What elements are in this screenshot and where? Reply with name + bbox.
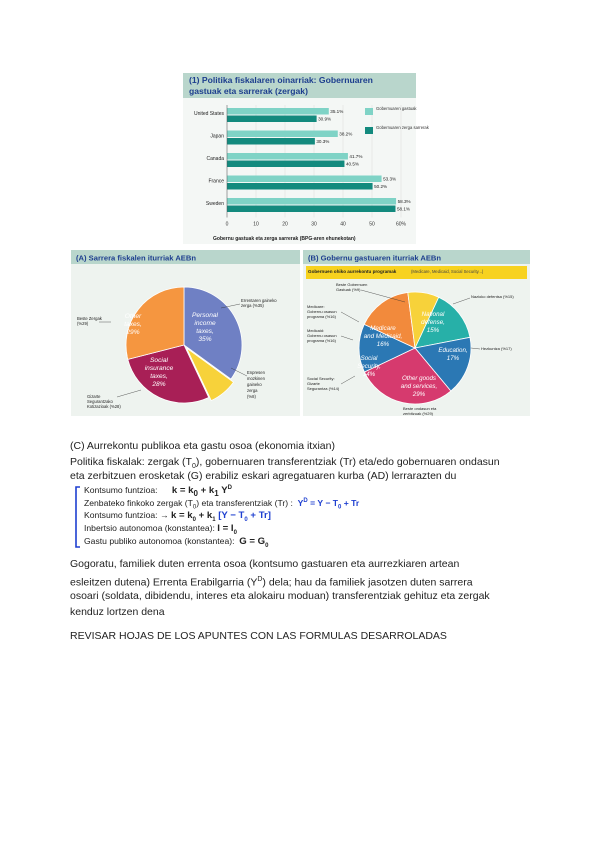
intro-sub: 0 <box>191 463 196 471</box>
bar-value-label: 41.7% <box>349 154 363 159</box>
callout-a-bottom-2: Segurantzako <box>87 399 113 404</box>
slice-label-medicare-3: 16% <box>376 341 390 348</box>
formula-l3-text: Kontsumo funtzioa: <box>84 510 158 520</box>
callout-a-left-2: (%29) <box>77 321 89 326</box>
bar-revenue <box>227 206 395 213</box>
slice-label-defense-2: defense, <box>421 319 445 326</box>
slice-label-defense-3: 15% <box>426 327 440 334</box>
legend-swatch-revenue <box>365 127 373 134</box>
category-label: Japan <box>210 133 224 140</box>
callout-b-left-top-3: programa (%16) <box>307 314 336 319</box>
legend-label-spending: Gobernuaren gastuak <box>376 106 417 111</box>
callout-b-top-1: Beste Gobernuen <box>336 282 368 287</box>
callout-a-right-bottom-3: gaineko <box>247 382 262 387</box>
callout-b-left-mid-1: Medicaid: <box>307 328 325 333</box>
bar-value-label: 58.3% <box>397 199 411 204</box>
bar-chart-title-line1: (1) Politika fiskalaren oinarriak: Gobernuaren <box>189 75 373 85</box>
slice-label-other-1: Other <box>124 313 142 320</box>
figure-spending-pie <box>303 250 530 416</box>
legend-label-revenue: Gobernuaren zerga sarrerak <box>376 125 429 130</box>
x-tick-label: 10 <box>253 221 259 228</box>
formula-l2-expr: $Y^D = Y - T_0 + Tr$ <box>297 498 360 511</box>
callout-a-right-bottom-4: zerga <box>247 388 258 393</box>
spending-pie-svg <box>303 250 530 416</box>
slice-label-medicare-1: Medicare <box>370 325 396 332</box>
callout-a-bottom-1: Gizarte <box>87 394 101 399</box>
formula-line-investment <box>84 523 237 536</box>
formula-l4-text: Inbertsio autonomoa (konstantea): <box>84 523 215 533</box>
bar-chart-title-line2: gastuak eta sarrerak (zergak) <box>189 86 308 96</box>
bar-revenue <box>227 138 315 145</box>
closing-line3: osoari (soldata, dibidendu, interes eta alokairu moduan) transferentziak gehituz eta zergak <box>70 590 490 602</box>
formula-line-consumption <box>84 485 232 498</box>
x-tick-label: 40 <box>340 221 346 228</box>
formula-box <box>72 484 392 550</box>
callout-a-right-top-1: Errentaren gaineko <box>241 298 277 303</box>
callout-b-left-bottom-3: Segurantza (%14) <box>307 386 340 391</box>
revenue-pie-svg <box>71 250 300 416</box>
slice-label-personal-2: income <box>194 320 216 327</box>
bar-value-label: 40.5% <box>345 161 359 167</box>
category-label: France <box>208 178 224 185</box>
bar-value-label: 58.1% <box>396 206 411 212</box>
closing-line1: Gogoratu, familiek duten errenta osoa (kontsumo gastuaren eta aurrezkiaren artean <box>70 558 460 570</box>
slice-label-personal-3: taxes, <box>196 328 214 335</box>
bar-value-label: 53.3% <box>383 176 397 182</box>
callout-a-right-bottom-2: mozkinen <box>247 376 265 381</box>
x-tick-label: 50 <box>369 221 375 228</box>
revenue-pie-title: (A) Sarrera fiskalen iturriak AEBn <box>76 253 196 263</box>
closing-sup: D <box>257 576 263 583</box>
callout-a-right-bottom-1: Enpresen <box>247 370 265 375</box>
x-tick-label: 0 <box>225 221 229 228</box>
spending-pie-banner-bold: Gobernuen ohiko aurrekontu programak <box>308 269 397 274</box>
revenue-pie-slices <box>126 287 242 403</box>
callout-a-left-1: Beste Zergak <box>77 316 102 321</box>
slice-label-socsec-1: Social <box>360 355 378 362</box>
closing-line4: kenduz lortzen dena <box>70 606 165 618</box>
slice-label-othergoods-3: 29% <box>412 391 426 398</box>
bar-spending <box>227 131 338 138</box>
slice-label-socsec-2: Security, <box>357 363 381 370</box>
callout-b-right-top: Nazioko defentsa (%15) <box>471 294 514 299</box>
slice-label-medicare-2: and Medicaid, <box>363 333 403 340</box>
formula-l5-expr: $G = G_0$ <box>239 536 269 549</box>
formula-l2-text-a: Zenbateko finkoko zergak (T <box>84 498 193 508</box>
intro-text-a: Politika fiskalak: zergak (T <box>70 456 192 468</box>
spending-pie-title: (B) Gobernu gastuaren iturriak AEBn <box>308 253 442 263</box>
x-tick-label: 30 <box>311 221 317 228</box>
bar-value-label: 38.2% <box>339 131 353 137</box>
slice-label-social-4: 28% <box>152 381 166 388</box>
legend-swatch-spending <box>365 108 373 115</box>
figure-revenue-pie <box>71 250 300 416</box>
formula-l3-expr: $k = k_0 + k_1$ $[Y - T_0 + Tr]$ <box>170 510 271 523</box>
slice-label-social-3: taxes, <box>150 373 168 380</box>
spending-pie-banner-rest: (Medicare, Medicaid, Social Security...) <box>411 269 484 274</box>
formula-l1-text: Kontsumo funtzioa: <box>84 485 158 496</box>
slice-label-defense-1: National <box>421 311 445 318</box>
slice-label-education-1: Education, <box>438 347 468 354</box>
callout-b-left-mid-2: Gobernu osasun <box>307 333 337 338</box>
formula-l1-expr: $k = k_0 + k_1$ $Y^D$ <box>171 485 232 499</box>
category-label: United States <box>193 111 224 117</box>
closing-note: REVISAR HOJAS DE LOS APUNTES CON LAS FORMULAS DESARROLADAS <box>70 630 447 642</box>
bar-revenue <box>227 116 317 123</box>
formula-line-government <box>84 536 268 549</box>
bar-spending <box>227 176 382 183</box>
callout-b-bottom-2: zerbitzuak (%29) <box>403 411 434 416</box>
slice-label-personal-1: Personal <box>191 312 219 319</box>
bar-chart-svg <box>183 73 429 244</box>
formula-l4-expr: $I = I_0$ <box>217 523 237 536</box>
callout-b-left-bottom-1: Social Security: <box>307 376 335 381</box>
callout-b-left-top-2: Gobernu osasun <box>307 309 337 314</box>
slice-label-socsec-3: 14% <box>362 371 376 378</box>
slice-label-social-2: insurance <box>144 365 174 372</box>
formula-line-taxes: Zenbateko finkoko zergak $(T_0)$ eta transferentziak (Tr) : $Y^D = Y - T_0 + Tr$ <box>84 498 360 511</box>
bar-value-label: 50.2% <box>374 184 388 189</box>
bar-spending <box>227 108 329 115</box>
formula-line-consumption-disposable <box>84 510 271 523</box>
bar-value-label: 30.9% <box>318 116 332 122</box>
category-label: Canada <box>206 156 224 162</box>
x-tick-label: 20 <box>282 221 288 228</box>
bar-spending <box>227 153 348 160</box>
x-tick-label: 60% <box>395 221 407 228</box>
section-c-intro-line2: eta zerbitzuen erosketak (G) erabiliz eskari agregatuaren kurba (AD) lerrarazten du <box>70 470 457 482</box>
figure-fiscal-bar-chart <box>183 73 429 244</box>
section-c-heading: (C) Aurrekontu publikoa eta gastu osoa (ekonomia itxian) <box>70 440 335 452</box>
callout-b-left-mid-3: programa (%16) <box>307 338 336 343</box>
callout-b-bottom-1: Beste ondasun eta <box>403 406 437 411</box>
bar-chart-xlabel: Gobernu gastuak eta zerga sarrerak (BPG-aren ehunekotan) <box>213 236 356 242</box>
callout-b-top-2: Gastuak (%9) <box>336 287 361 292</box>
callout-a-right-bottom-5: (%8) <box>247 394 256 399</box>
callout-b-left-bottom-2: Gizarte <box>307 381 320 386</box>
bar-value-label: 35.1% <box>330 109 344 114</box>
category-label: Sweden <box>205 201 224 207</box>
slice-label-other-2: taxes, <box>124 321 142 328</box>
callout-b-right-mid: Hezkuntza (%17) <box>481 346 512 351</box>
bar-revenue <box>227 183 373 190</box>
bar-spending <box>227 198 396 205</box>
slice-label-othergoods-1: Other goods <box>401 375 437 382</box>
closing-line2-b: ) dela; hau da familiek jasotzen duten sarrera <box>262 576 473 589</box>
slice-label-personal-4: 35% <box>198 336 212 343</box>
intro-text-b: ), gobernuaren transferentziak (Tr) eta/edo gobernuaren ondasun <box>195 456 500 468</box>
slice-label-othergoods-2: and services, <box>400 383 438 390</box>
slice-label-education-2: 17% <box>446 355 460 362</box>
slice-label-social-1: Social <box>150 357 168 364</box>
formula-l5-text: Gastu publiko autonomoa (konstantea): <box>84 536 235 546</box>
callout-a-bottom-3: Kotizazioak (%28) <box>87 404 121 409</box>
callout-b-left-top-1: Medicare: <box>307 304 325 309</box>
callout-a-right-top-2: zerga (%35) <box>241 303 264 308</box>
closing-line2-a: esleitzen dutena) Errenta Erabilgarria (Y <box>70 576 258 589</box>
slice-label-other-3: 29% <box>126 329 140 336</box>
bar-revenue <box>227 161 344 168</box>
formula-l2-text-b: ) eta transferentziak (Tr) : <box>196 498 293 508</box>
arrow-right-icon: → <box>159 510 169 520</box>
bar-value-label: 30.3% <box>316 139 330 144</box>
